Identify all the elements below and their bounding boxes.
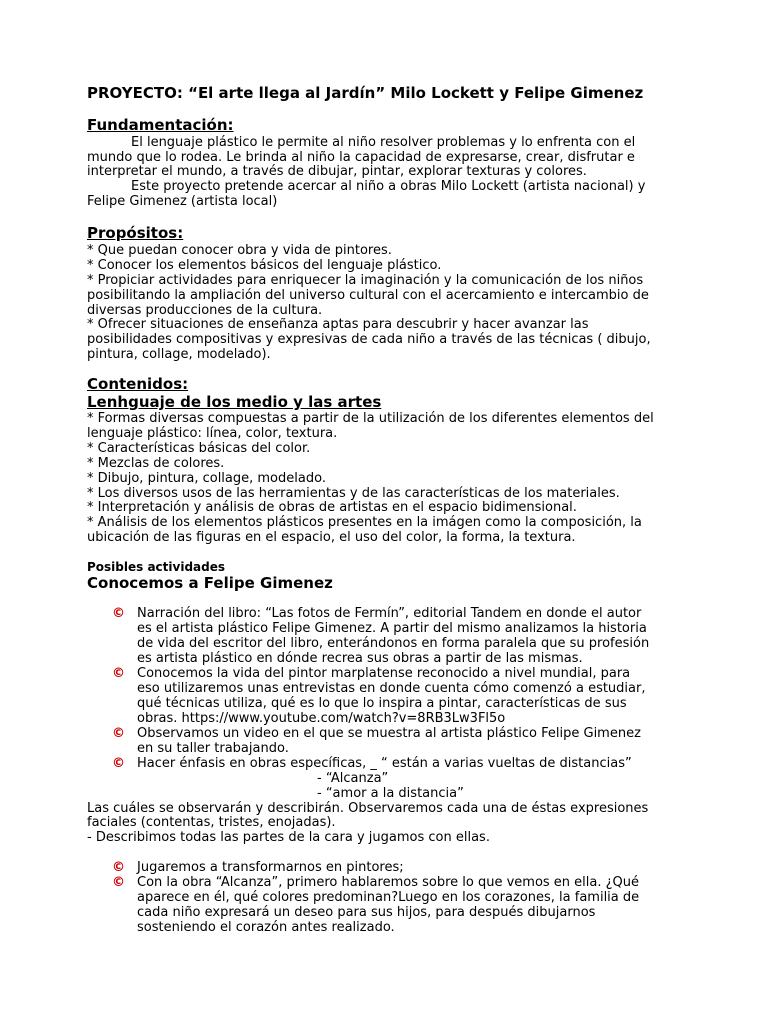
list-line: * Conocer los elementos básicos del lenguaje plástico. [87, 258, 442, 273]
list-line: lenguaje plástico: línea, color, textura. [87, 426, 338, 441]
activities-heading: Conocemos a Felipe Gimenez [87, 574, 333, 592]
section-subheading: Lenhguaje de los medio y las artes [87, 393, 382, 411]
bullet-line: aparece en él, qué colores predominan?Luego en los corazones, la familia de [137, 890, 640, 905]
bullet-line: Narración del libro: “Las fotos de Fermín”, editorial Tandem en donde el autor [137, 606, 642, 621]
list-line: ubicación de las figuras en el espacio, el uso del color, la forma, la textura. [87, 530, 576, 545]
copyright-bullet-icon: © [112, 756, 125, 771]
copyright-bullet-icon: © [112, 606, 125, 621]
bullet-line: en su taller trabajando. [137, 741, 289, 756]
list-line: diversas producciones de la cultura. [87, 303, 323, 318]
bullet-line: cada niño expresará un deseo para sus hijos, para después dibujarnos [137, 905, 596, 920]
paragraph-line: faciales (contentas, tristes, enojadas). [87, 815, 336, 830]
bullet-line-link: obras. https://www.youtube.com/watch?v=8RB3Lw3Fl5o [137, 711, 506, 726]
paragraph-line: - Describimos todas las partes de la cara y jugamos con ellas. [87, 830, 490, 845]
paragraph-line: Felipe Gimenez (artista local) [87, 194, 278, 209]
list-line: * Que puedan conocer obra y vida de pintores. [87, 243, 392, 258]
list-line: * Mezclas de colores. [87, 456, 225, 471]
bullet-line: qué técnicas utiliza, qué es lo que lo inspira a pintar, características de sus [137, 696, 627, 711]
paragraph-line: Las cuáles se observarán y describirán. Observaremos cada una de éstas expresiones [87, 801, 649, 816]
paragraph-line: Este proyecto pretende acercar al niño a obras Milo Lockett (artista nacional) y [131, 179, 646, 194]
section-heading-propositos: Propósitos: [87, 224, 184, 242]
artwork-title: - “amor a la distancia” [317, 786, 464, 801]
bullet-line: es artista plástico en dónde recrea sus obras a partir de las mismas. [137, 651, 583, 666]
copyright-bullet-icon: © [112, 875, 125, 890]
page-title: PROYECTO: “El arte llega al Jardín” Milo Lockett y Felipe Gimenez [87, 84, 644, 102]
list-line: posibilidades compositivas y expresivas de cada niño a través de las técnicas ( dibujo, [87, 332, 651, 347]
list-line: * Formas diversas compuestas a partir de la utilización de los diferentes elementos del [87, 411, 654, 426]
list-line: * Los diversos usos de las herramientas y de las características de los materiales. [87, 486, 620, 501]
bullet-line: de vida del escritor del libro, enterándonos en forma paralela que su profesión [137, 636, 650, 651]
list-line: * Análisis de los elementos plásticos presentes en la imágen como la composición, la [87, 515, 642, 530]
bullet-line: es el artista plástico Felipe Gimenez. A partir del mismo analizamos la historia [137, 621, 647, 636]
activities-label: Posibles actividades [87, 560, 226, 574]
section-heading-contenidos: Contenidos: [87, 375, 189, 393]
copyright-bullet-icon: © [112, 666, 125, 681]
bullet-line: Jugaremos a transformarnos en pintores; [137, 860, 404, 875]
copyright-bullet-icon: © [112, 860, 125, 875]
paragraph-line: interpretar el mundo, a través de dibujar, pintar, explorar texturas y colores. [87, 164, 587, 179]
bullet-line: sosteniendo el corazón antes realizado. [137, 920, 395, 935]
section-heading-fundamentacion: Fundamentación: [87, 116, 234, 134]
bullet-line: Conocemos la vida del pintor marplatense reconocido a nivel mundial, para [137, 666, 631, 681]
list-line: * Características básicas del color. [87, 441, 311, 456]
list-line: * Propiciar actividades para enriquecer la imaginación y la comunicación de los niños [87, 273, 644, 288]
paragraph-line: El lenguaje plástico le permite al niño resolver problemas y lo enfrenta con el [131, 135, 636, 150]
bullet-line: eso utilizaremos unas entrevistas en donde cuenta cómo comenzó a estudiar, [137, 681, 646, 696]
artwork-title: - “Alcanza” [317, 771, 389, 786]
bullet-line: Hacer énfasis en obras específicas, _ “ están a varias vueltas de distancias” [137, 756, 632, 771]
list-line: * Interpretación y análisis de obras de artistas en el espacio bidimensional. [87, 500, 577, 515]
bullet-line: Con la obra “Alcanza”, primero hablaremos sobre lo que vemos en ella. ¿Qué [137, 875, 639, 890]
list-line: posibilitando la ampliación del universo cultural con el acercamiento e intercambio de [87, 288, 649, 303]
list-line: * Ofrecer situaciones de enseñanza aptas para descubrir y hacer avanzar las [87, 317, 589, 332]
list-line: pintura, collage, modelado). [87, 347, 271, 362]
bullet-line: Observamos un video en el que se muestra al artista plástico Felipe Gimenez [137, 726, 641, 741]
paragraph-line: mundo que lo rodea. Le brinda al niño la capacidad de expresarse, crear, disfrutar e [87, 150, 635, 165]
list-line: * Dibujo, pintura, collage, modelado. [87, 471, 326, 486]
copyright-bullet-icon: © [112, 726, 125, 741]
